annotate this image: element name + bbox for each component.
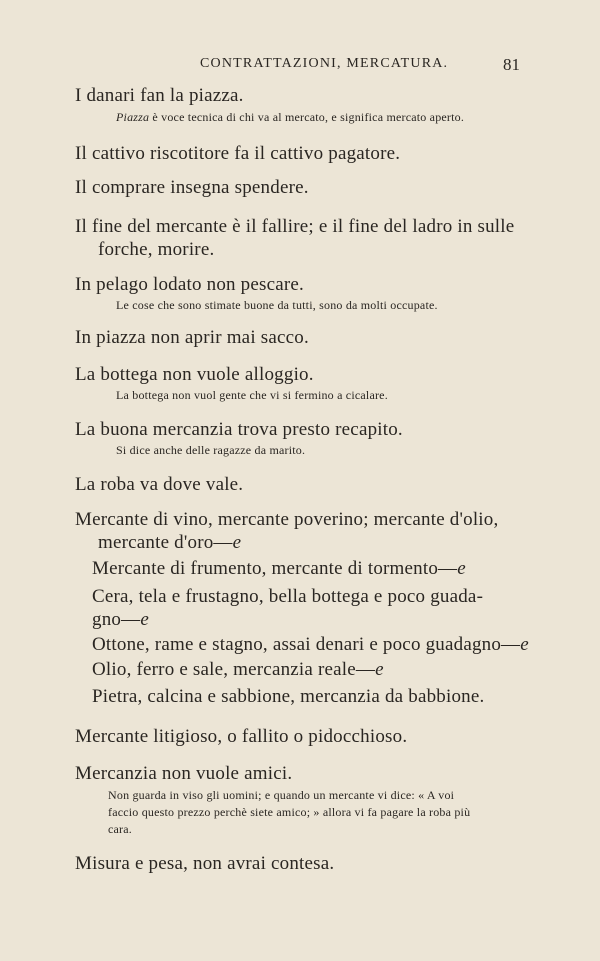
proverb-variant: Mercante di frumento, mercante di tormento—e <box>92 558 466 579</box>
proverb: Mercante di vino, mercante poverino; mercante d'olio, <box>75 509 499 530</box>
gloss: Non guarda in viso gli uomini; e quando un mercante vi dice: « A voi <box>108 788 455 802</box>
gloss: Le cose che sono stimate buone da tutti, sono da molti occupate. <box>116 298 438 312</box>
proverb-continuation: mercante d'oro—e <box>98 532 242 553</box>
proverb-variant: Ottone, rame e stagno, assai denari e poco guadagno—e <box>92 634 529 655</box>
proverb: Mercante litigioso, o fallito o pidocchioso. <box>75 726 408 747</box>
gloss: Si dice anche delle ragazze da marito. <box>116 443 306 457</box>
proverb-variant: Pietra, calcina e sabbione, mercanzia da babbione. <box>92 686 485 707</box>
page-number: 81 <box>503 55 520 74</box>
proverb: I danari fan la piazza. <box>75 85 244 106</box>
proverb: La buona mercanzia trova presto recapito. <box>75 419 403 440</box>
proverb-variant: Cera, tela e frustagno, bella bottega e poco guada- <box>92 586 484 607</box>
gloss: faccio questo prezzo perchè siete amico; » allora vi fa pagare la roba più <box>108 805 471 819</box>
proverb: La bottega non vuole alloggio. <box>75 364 314 385</box>
proverb-variant-continuation: gno—e <box>92 609 149 630</box>
proverb: Il cattivo riscotitore fa il cattivo pagatore. <box>75 143 401 164</box>
proverb: Il fine del mercante è il fallire; e il fine del ladro in sulle <box>75 216 515 237</box>
proverb: Mercanzia non vuole amici. <box>75 763 293 784</box>
gloss: Piazza è voce tecnica di chi va al mercato, e significa mercato aperto. <box>116 110 465 124</box>
proverb: Il comprare insegna spendere. <box>75 177 309 198</box>
gloss: cara. <box>108 822 132 836</box>
proverb: Misura e pesa, non avrai contesa. <box>75 853 335 874</box>
proverb: In piazza non aprir mai sacco. <box>75 327 309 348</box>
proverb: La roba va dove vale. <box>75 474 244 495</box>
gloss: La bottega non vuol gente che vi si fermino a cicalare. <box>116 388 388 402</box>
proverb-continuation: forche, morire. <box>98 239 215 260</box>
proverb-variant: Olio, ferro e sale, mercanzia reale—e <box>92 659 384 680</box>
proverb: In pelago lodato non pescare. <box>75 274 304 295</box>
running-header: CONTRATTAZIONI, MERCATURA. <box>200 56 449 71</box>
